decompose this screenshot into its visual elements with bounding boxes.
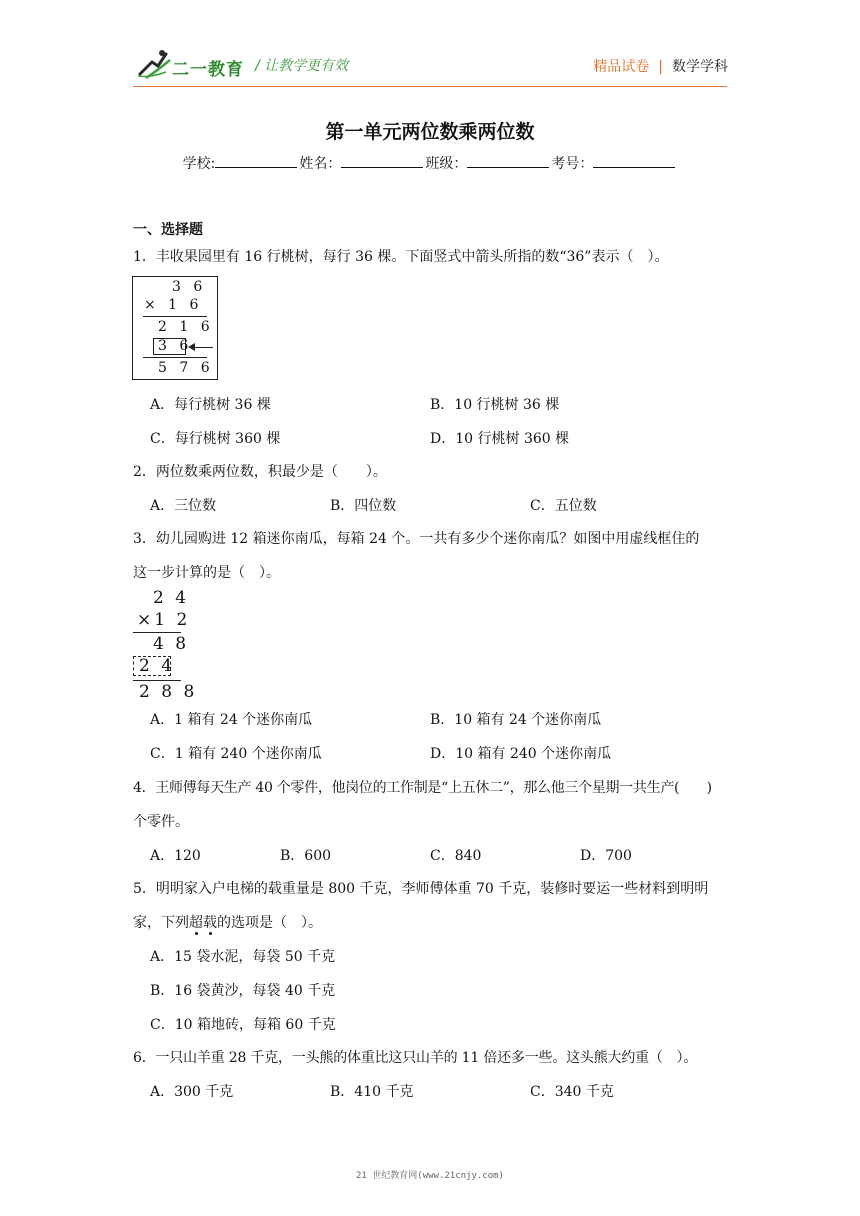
question-2: 2．两位数乘两位数，积最少是（ ）。 (133, 464, 387, 480)
section-heading: 一、选择题 (133, 222, 203, 238)
quality-label: 精品试卷 (593, 59, 650, 75)
q4-option-a[interactable]: A．120 (150, 848, 201, 864)
q1-vertical-calculation (132, 276, 218, 380)
q3-option-a[interactable]: A．1 箱有 24 个迷你南瓜 (150, 712, 313, 728)
q6-option-c[interactable]: C．340 千克 (530, 1084, 614, 1100)
school-blank[interactable] (215, 154, 297, 168)
calc-row-3: 2 1 6 (158, 319, 214, 335)
question-4-line-2: 个零件。 (133, 814, 189, 830)
calc-rule (133, 632, 181, 633)
name-blank[interactable] (341, 154, 423, 168)
q4-option-b[interactable]: B．600 (280, 848, 332, 864)
q1-option-a[interactable]: A．每行桃树 36 棵 (150, 397, 271, 413)
name-label: 姓名： (299, 156, 342, 172)
q6-option-a[interactable]: A．300 千克 (150, 1084, 234, 1100)
q5-option-a[interactable]: A．15 袋水泥，每袋 50 千克 (150, 949, 336, 965)
page-header (0, 0, 860, 90)
exam-no-blank[interactable] (593, 154, 675, 168)
emphasis-char: 超 (189, 915, 203, 931)
class-blank[interactable] (467, 154, 549, 168)
exam-no-label: 考号： (551, 156, 594, 172)
question-4-line-1: 4．王师傅每天生产 40 个零件，他岗位的工作制是“上五休二”，那么他三个星期一共生产( ) (133, 780, 712, 796)
emphasis-char: 载 (203, 915, 217, 931)
calc-row-4: 2 4 (139, 656, 176, 676)
q1-option-d[interactable]: D．10 行桃树 360 棵 (430, 431, 570, 447)
question-3-line-2: 这一步计算的是（ ）。 (133, 565, 280, 581)
question-5-line-1: 5．明明家入户电梯的载重量是 800 千克，李师傅体重 70 千克，装修时要运一些材料到明明 (133, 881, 709, 897)
slogan-text: 让教学更有效 (264, 58, 349, 74)
calc-row-1: 3 6 (172, 279, 207, 295)
q3-option-b[interactable]: B．10 箱有 24 个迷你南瓜 (430, 712, 602, 728)
calc-row-4: 3 6 (158, 338, 193, 354)
q2-option-b[interactable]: B．四位数 (330, 498, 397, 514)
q5-option-c[interactable]: C．10 箱地砖，每箱 60 千克 (150, 1017, 336, 1033)
q5-text-a: 家，下列 (133, 915, 189, 931)
calc-row-5: 5 7 6 (158, 360, 214, 376)
q3-option-c[interactable]: C．1 箱有 240 个迷你南瓜 (150, 746, 322, 762)
calc-row-1: 2 4 (153, 588, 190, 608)
page-title: 第一单元两位数乘两位数 (325, 121, 535, 143)
calc-row-5: 2 8 8 (139, 682, 198, 702)
slogan: / 让教学更有效 (255, 58, 349, 74)
calc-row-2: ×1 2 (137, 610, 191, 630)
q2-option-c[interactable]: C．五位数 (530, 498, 597, 514)
calc-rule (143, 316, 207, 317)
q5-text-b: 的选项是（ ）。 (217, 915, 322, 931)
question-1: 1．丰收果园里有 16 行桃树，每行 36 棵。下面竖式中箭头所指的数“36”表示（ ）。 (133, 249, 669, 265)
q3-vertical-calculation (133, 588, 198, 703)
question-6: 6．一只山羊重 28 千克，一头熊的体重比这只山羊的 11 倍还多一些。这头熊大约重（ ）。 (133, 1050, 698, 1066)
q4-option-d[interactable]: D．700 (580, 848, 632, 864)
calc-row-3: 4 8 (153, 634, 190, 654)
q3-option-d[interactable]: D．10 箱有 240 个迷你南瓜 (430, 746, 612, 762)
arrow-shaft (191, 347, 213, 348)
question-5-line-2 (133, 912, 733, 934)
q5-option-b[interactable]: B．16 袋黄沙，每袋 40 千克 (150, 983, 336, 999)
calc-rule (143, 357, 207, 358)
q2-option-a[interactable]: A．三位数 (150, 498, 217, 514)
q1-option-b[interactable]: B．10 行桃树 36 棵 (430, 397, 560, 413)
logo-text: 二一教育 (172, 60, 244, 80)
q6-option-b[interactable]: B．410 千克 (330, 1084, 414, 1100)
school-label: 学校: (182, 156, 216, 172)
q4-option-c[interactable]: C．840 (430, 848, 482, 864)
page-footer: 21 世纪教育网(www.21cnjy.com) (356, 1171, 504, 1181)
class-label: 班级： (425, 156, 468, 172)
student-info (0, 153, 860, 173)
header-divider (133, 86, 727, 87)
header-separator: | (658, 59, 663, 75)
calc-rule (133, 680, 181, 681)
subject-label: 数学学科 (672, 59, 728, 75)
q1-option-c[interactable]: C．每行桃树 360 棵 (150, 431, 281, 447)
header-right (593, 56, 728, 76)
calc-row-2: × 1 6 (144, 297, 203, 313)
question-3-line-1: 3．幼儿园购进 12 箱迷你南瓜，每箱 24 个。一共有多少个迷你南瓜？如图中用虚线框住的 (133, 531, 700, 547)
